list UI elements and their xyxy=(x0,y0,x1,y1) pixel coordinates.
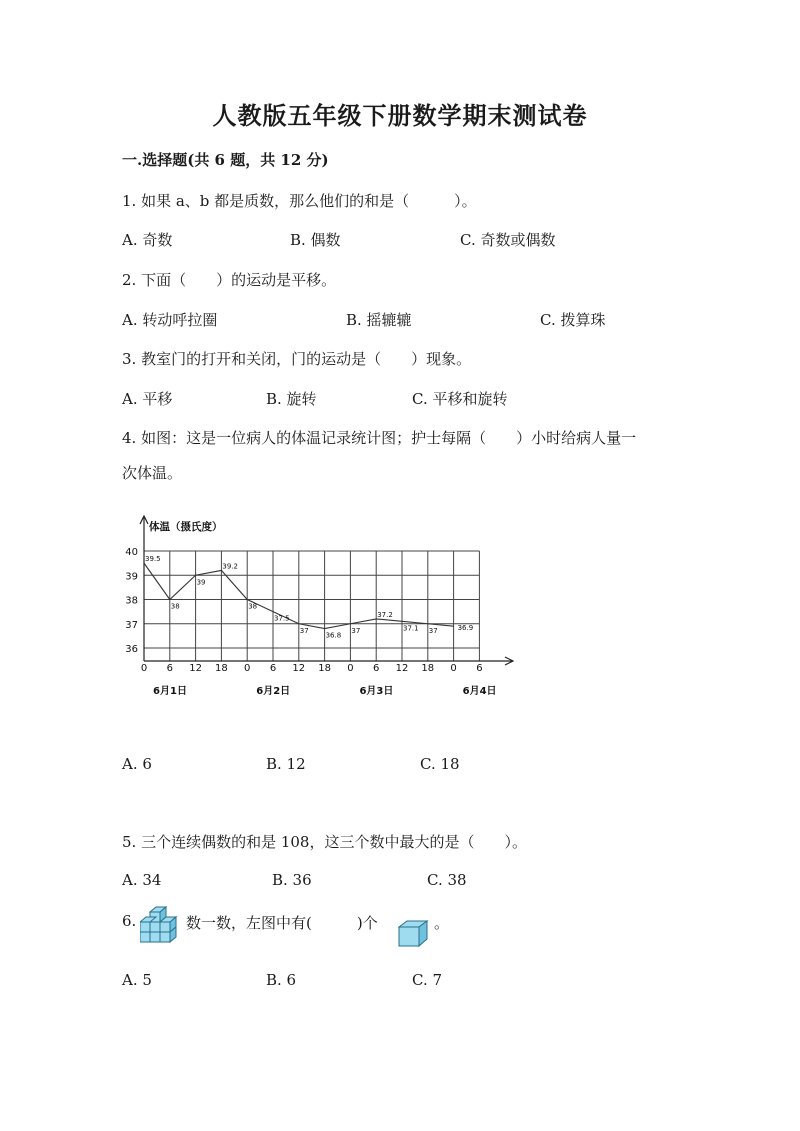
x-tick-label: 18 xyxy=(215,663,228,674)
data-label: 36.8 xyxy=(325,631,342,640)
question-1-stem: 1. 如果 a、b 都是质数，那么他们的和是（ ）。 xyxy=(122,192,477,210)
day-label: 6月2日 xyxy=(256,686,291,697)
q4-option-b: B. 12 xyxy=(266,755,306,773)
q6-option-c: C. 7 xyxy=(412,971,443,989)
x-tick-label: 18 xyxy=(318,663,331,674)
q5-option-c: C. 38 xyxy=(427,871,467,889)
data-label: 36.9 xyxy=(457,624,474,633)
data-label: 37.5 xyxy=(274,614,290,623)
data-label: 37 xyxy=(428,626,438,635)
y-tick-label: 36 xyxy=(125,644,138,655)
question-5-stem: 5. 三个连续偶数的和是 108，这三个数中最大的是（ ）。 xyxy=(122,833,527,851)
data-label: 38 xyxy=(170,602,180,611)
q3-option-b: B. 旋转 xyxy=(266,390,317,408)
question-6-stem: 数一数，左图中有( )个 xyxy=(186,914,378,932)
x-tick-label: 0 xyxy=(450,663,457,674)
x-tick-label: 6 xyxy=(476,663,483,674)
x-tick-label: 0 xyxy=(244,663,251,674)
y-tick-label: 40 xyxy=(125,547,138,558)
q1-option-c: C. 奇数或偶数 xyxy=(460,231,556,249)
question-2-stem: 2. 下面（ ）的运动是平移。 xyxy=(122,271,337,289)
q3-option-a: A. 平移 xyxy=(122,390,173,408)
y-tick-label: 39 xyxy=(125,571,138,583)
x-tick-label: 6 xyxy=(373,663,380,674)
q4-option-a: A. 6 xyxy=(122,755,152,773)
q2-option-a: A. 转动呼拉圈 xyxy=(122,311,218,329)
question-6-stem-end: 。 xyxy=(434,914,450,932)
q6-option-a: A. 5 xyxy=(122,971,152,989)
q3-option-c: C. 平移和旋转 xyxy=(412,390,508,408)
question-4-stem-line2: 次体温。 xyxy=(122,464,183,482)
x-tick-label: 6 xyxy=(269,663,277,674)
data-label: 38 xyxy=(248,602,258,611)
page-title: 人教版五年级下册数学期末测试卷 xyxy=(212,101,588,130)
q1-option-a: A. 奇数 xyxy=(122,231,173,249)
y-tick-label: 38 xyxy=(125,595,138,607)
question-4-stem-line1: 4. 如图：这是一位病人的体温记录统计图；护士每隔（ ）小时给病人量一 xyxy=(122,429,637,447)
data-label: 39.2 xyxy=(222,562,238,571)
x-tick-label: 12 xyxy=(189,663,202,674)
data-label: 39 xyxy=(196,578,206,587)
x-tick-label: 0 xyxy=(347,663,354,674)
q2-option-b: B. 摇辘辘 xyxy=(346,311,412,329)
x-tick-label: 0 xyxy=(140,663,148,674)
data-label: 37.2 xyxy=(377,610,393,619)
question-6-number: 6. xyxy=(122,912,137,930)
unit-cube-icon xyxy=(398,920,430,948)
temperature-line-chart xyxy=(118,512,528,707)
x-tick-label: 18 xyxy=(421,663,435,674)
day-label: 6月3日 xyxy=(359,686,394,697)
data-label: 37 xyxy=(299,626,309,635)
q4-option-c: C. 18 xyxy=(420,755,460,773)
x-tick-label: 12 xyxy=(395,663,409,674)
section-heading: 一.选择题(共 6 题，共 12 分) xyxy=(122,151,329,169)
q6-option-b: B. 6 xyxy=(266,971,297,989)
data-label: 37 xyxy=(351,626,361,635)
q5-option-b: B. 36 xyxy=(272,871,312,889)
data-label: 37.1 xyxy=(403,624,419,633)
cube-stack-icon xyxy=(140,906,186,948)
data-label: 39.5 xyxy=(145,555,161,564)
question-3-stem: 3. 教室门的打开和关闭，门的运动是（ ）现象。 xyxy=(122,350,472,368)
x-tick-label: 6 xyxy=(166,663,173,674)
q2-option-c: C. 拨算珠 xyxy=(540,311,606,329)
q5-option-a: A. 34 xyxy=(122,871,162,889)
y-axis-title: 体温（摄氏度） xyxy=(149,521,223,533)
day-label: 6月1日 xyxy=(153,686,187,697)
day-label: 6月4日 xyxy=(462,686,497,697)
x-tick-label: 12 xyxy=(292,663,306,674)
q1-option-b: B. 偶数 xyxy=(290,231,341,249)
y-tick-label: 37 xyxy=(125,619,138,631)
